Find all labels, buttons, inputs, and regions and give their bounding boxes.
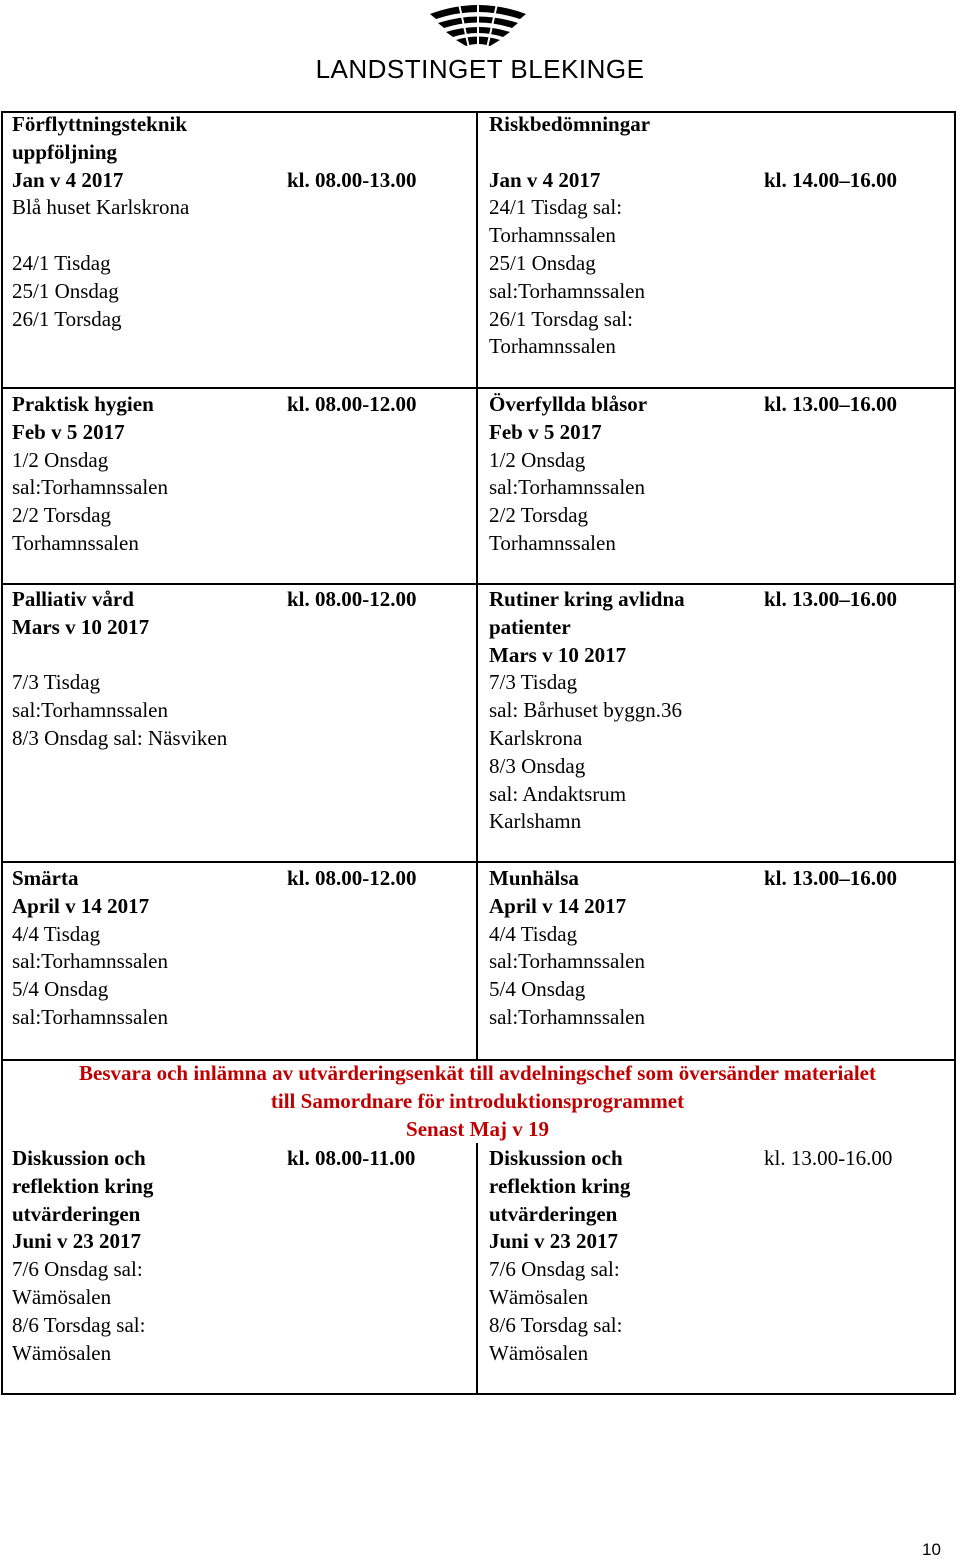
cell-line: sal:Torhamnssalen — [12, 698, 168, 723]
cell-line: 7/6 Onsdag sal: — [12, 1257, 143, 1282]
cell-line: 24/1 Tisdag — [12, 250, 111, 275]
cell-line: Diskussion och — [12, 1146, 146, 1170]
cell-line: patienter — [489, 614, 571, 639]
cell-line: utvärderingen — [489, 1201, 618, 1226]
cell-line: 7/6 Onsdag sal: — [489, 1257, 620, 1282]
cell-line: Överfyllda blåsor — [489, 392, 648, 416]
cell-line — [12, 222, 189, 250]
cell-line: Feb v 5 2017 — [12, 419, 125, 444]
cell-line: 4/4 Tisdag — [12, 921, 101, 946]
course-time: kl. 13.00–16.00 — [764, 587, 898, 611]
cell-line: 4/4 Tisdag — [489, 921, 578, 946]
cell-line: 5/4 Onsdag — [489, 977, 586, 1002]
cell-line: sal:Torhamnssalen — [489, 278, 645, 303]
cell-line: sal:Torhamnssalen — [12, 1004, 168, 1029]
cell-line: Torhamnssalen — [12, 530, 139, 555]
cell-line: Riskbedömningar — [489, 112, 651, 136]
cell-line: Wämösalen — [12, 1284, 112, 1309]
schedule-table — [1, 111, 956, 1395]
cell-line: Blå huset Karlskrona — [12, 195, 190, 220]
evaluation-notice — [2, 1060, 953, 1143]
course-time: kl. 08.00-12.00 — [287, 587, 417, 611]
page-number: 10 — [922, 1540, 941, 1559]
course-cell — [489, 391, 647, 558]
cell-line: Karlshamn — [489, 809, 582, 834]
course-time: kl. 08.00-12.00 — [287, 866, 417, 890]
cell-line: sal:Torhamnssalen — [12, 949, 168, 974]
cell-line: sal:Torhamnssalen — [489, 949, 645, 974]
cell-line: 26/1 Torsdag — [12, 306, 122, 331]
course-cell — [489, 111, 650, 361]
cell-line: 1/2 Onsdag — [12, 447, 109, 472]
cell-line: Jan v 4 2017 — [489, 167, 601, 192]
course-cell — [12, 391, 168, 558]
course-cell — [489, 1145, 630, 1367]
cell-line: Smärta — [12, 866, 79, 890]
notice-line: Besvara och inlämna av utvärderingsenkät till avdelningschef som översänder materialet — [79, 1061, 876, 1085]
cell-line: April v 14 2017 — [489, 893, 627, 918]
cell-line: Förflyttningsteknik — [12, 112, 188, 136]
cell-line: utvärderingen — [12, 1201, 141, 1226]
column-divider — [476, 111, 478, 1061]
cell-line: 24/1 Tisdag sal: — [489, 195, 623, 220]
cell-line: Torhamnssalen — [489, 334, 616, 359]
cell-line: April v 14 2017 — [12, 893, 150, 918]
cell-line: 2/2 Torsdag — [12, 503, 112, 528]
course-time: kl. 13.00–16.00 — [764, 866, 898, 890]
course-cell — [12, 865, 168, 1032]
landstinget-blekinge-emblem-icon — [428, 2, 528, 50]
course-cell — [489, 586, 685, 836]
cell-line: 8/3 Onsdag sal: Näsviken — [12, 725, 228, 750]
cell-line: 26/1 Torsdag sal: — [489, 306, 633, 331]
cell-line: 5/4 Onsdag — [12, 977, 109, 1002]
cell-line: sal: Andaktsrum — [489, 781, 627, 806]
cell-line: 8/6 Torsdag sal: — [12, 1312, 146, 1337]
cell-line: sal:Torhamnssalen — [489, 1004, 645, 1029]
cell-line — [12, 642, 227, 670]
cell-line: sal: Bårhuset byggn.36 — [489, 698, 683, 723]
course-time: kl. 13.00–16.00 — [764, 392, 898, 416]
cell-line: 8/3 Onsdag — [489, 753, 586, 778]
table-border — [1, 1393, 956, 1395]
cell-line: Mars v 10 2017 — [489, 642, 627, 667]
course-time: kl. 08.00-13.00 — [287, 168, 417, 192]
cell-line: 7/3 Tisdag — [12, 670, 101, 695]
row-divider — [1, 387, 956, 389]
cell-line: Juni v 23 2017 — [12, 1229, 141, 1254]
cell-line: 25/1 Onsdag — [12, 278, 119, 303]
cell-line: Torhamnssalen — [489, 223, 616, 248]
cell-line: Feb v 5 2017 — [489, 419, 602, 444]
row-divider — [1, 583, 956, 585]
logo-text: LANDSTINGET BLEKINGE — [315, 54, 645, 84]
cell-line — [489, 139, 650, 167]
table-border — [954, 111, 956, 1395]
cell-line: 25/1 Onsdag — [489, 250, 596, 275]
cell-line: 2/2 Torsdag — [489, 503, 589, 528]
cell-line: sal:Torhamnssalen — [489, 475, 645, 500]
cell-line: reflektion kring — [12, 1173, 154, 1198]
course-time: kl. 08.00-11.00 — [287, 1146, 416, 1170]
cell-line: 7/3 Tisdag — [489, 670, 578, 695]
cell-line: Palliativ vård — [12, 587, 134, 611]
column-divider — [476, 1143, 478, 1395]
cell-line: reflektion kring — [489, 1173, 631, 1198]
row-divider — [1, 861, 956, 863]
cell-line: Rutiner kring avlidna — [489, 587, 685, 611]
cell-line: Diskussion och — [489, 1146, 623, 1170]
cell-line: Wämösalen — [12, 1340, 112, 1365]
logo — [300, 2, 660, 86]
cell-line: Mars v 10 2017 — [12, 614, 150, 639]
course-time: kl. 08.00-12.00 — [287, 392, 417, 416]
course-cell — [12, 111, 189, 333]
course-time: kl. 14.00–16.00 — [764, 168, 898, 192]
notice-line: Senast Maj v 19 — [406, 1116, 549, 1141]
table-border — [1, 111, 3, 1395]
cell-line: Wämösalen — [489, 1340, 589, 1365]
cell-line: Wämösalen — [489, 1284, 589, 1309]
course-cell — [12, 586, 227, 753]
cell-line: Praktisk hygien — [12, 392, 154, 416]
cell-line: 8/6 Torsdag sal: — [489, 1312, 623, 1337]
course-cell — [489, 865, 645, 1032]
course-time: kl. 13.00-16.00 — [764, 1146, 893, 1170]
cell-line: Juni v 23 2017 — [489, 1229, 618, 1254]
notice-line: till Samordnare för introduktionsprogrammet — [270, 1088, 685, 1113]
cell-line: Munhälsa — [489, 866, 579, 890]
cell-line: Karlskrona — [489, 725, 583, 750]
cell-line: sal:Torhamnssalen — [12, 475, 168, 500]
course-cell — [12, 1145, 153, 1367]
cell-line: uppföljning — [12, 139, 118, 164]
cell-line: Torhamnssalen — [489, 530, 616, 555]
cell-line: Jan v 4 2017 — [12, 167, 124, 192]
cell-line: 1/2 Onsdag — [489, 447, 586, 472]
